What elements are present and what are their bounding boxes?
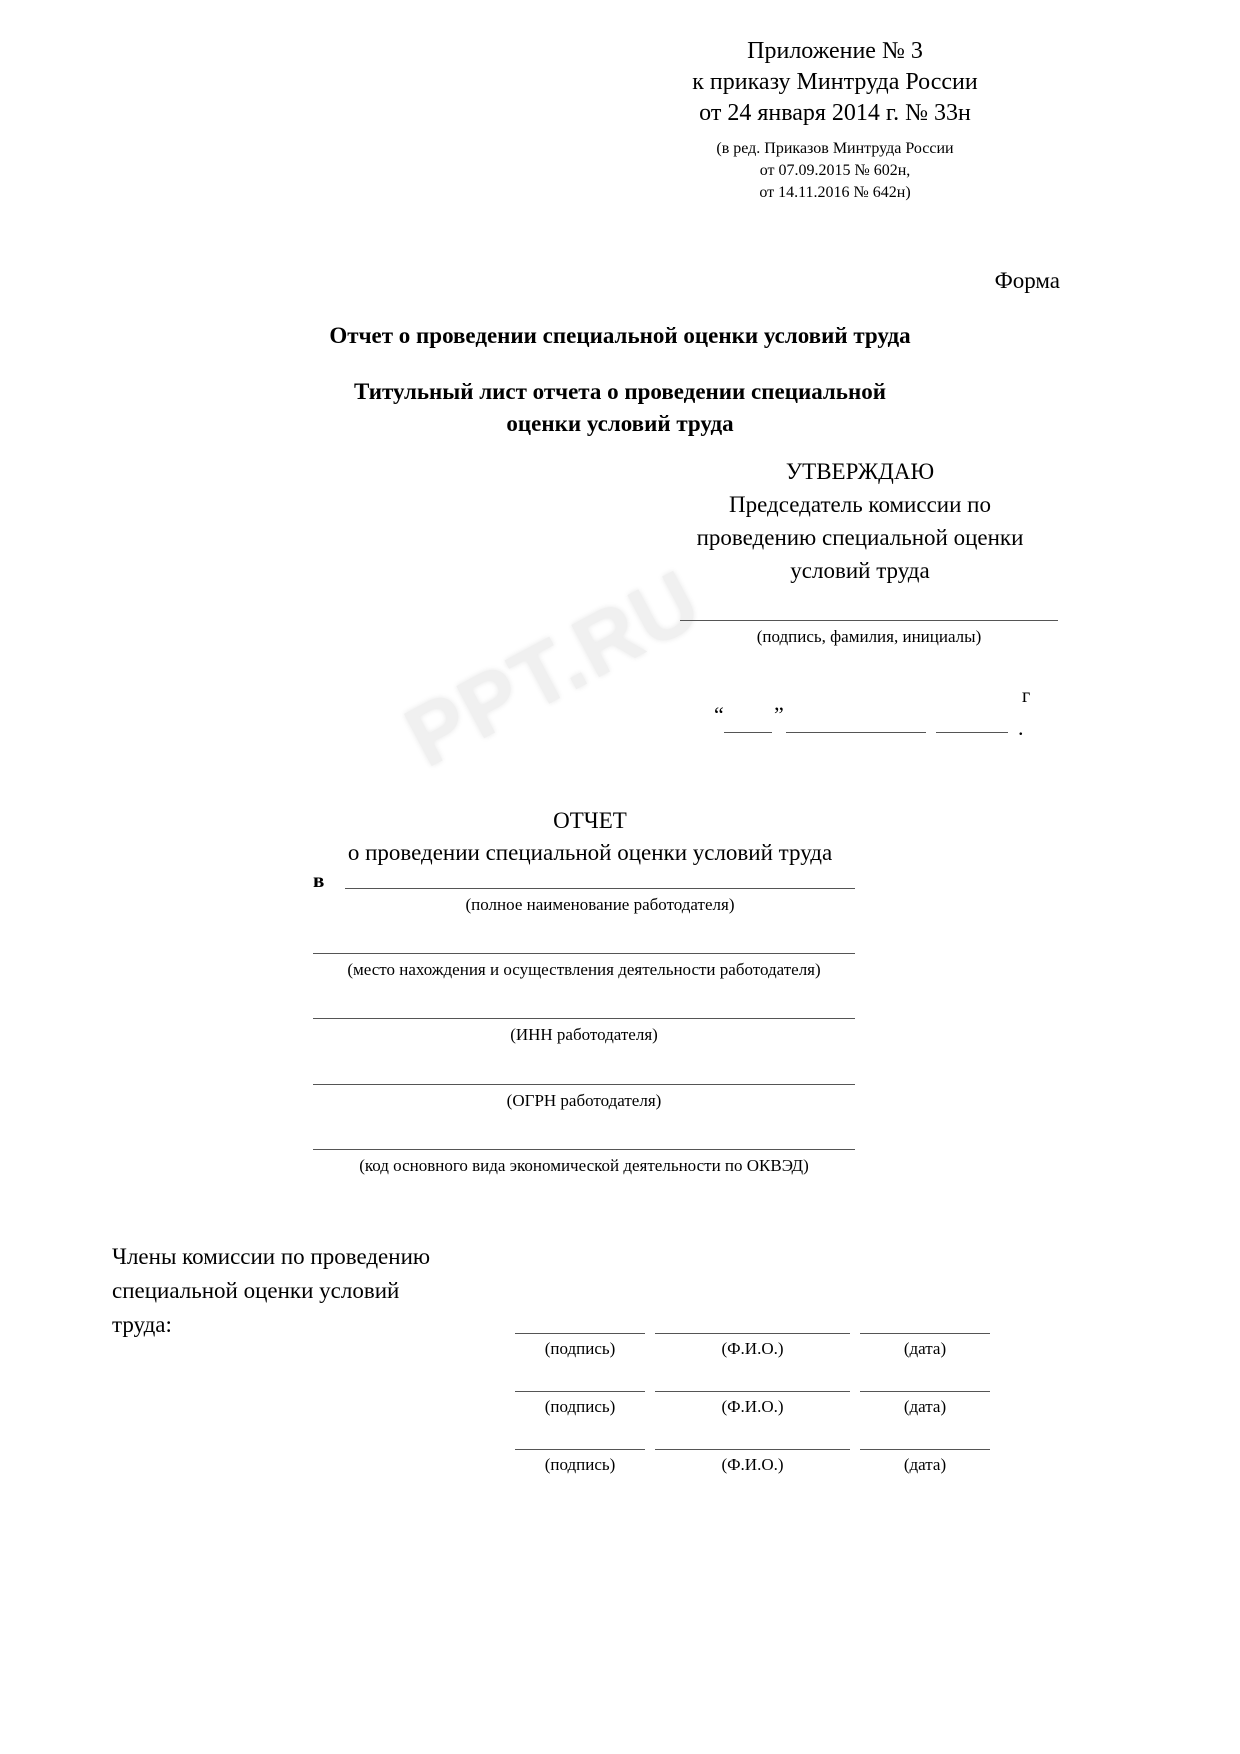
report-heading-block xyxy=(250,805,930,869)
employer-ogrn-input[interactable] xyxy=(313,1084,855,1085)
member-date-input[interactable] xyxy=(860,1333,990,1334)
member-name-input[interactable] xyxy=(655,1449,850,1450)
appendix-number: Приложение № 3 xyxy=(747,38,923,64)
page-subtitle xyxy=(220,376,1020,440)
page-subtitle-line1: Титульный лист отчета о проведении специальной xyxy=(354,379,886,404)
ppt-ru-watermark: PPT.RU xyxy=(390,551,717,786)
member-signature-input[interactable] xyxy=(515,1333,645,1334)
table-row xyxy=(515,1383,975,1443)
employer-inn-caption: (ИНН работодателя) xyxy=(510,1025,658,1044)
date-day-blank[interactable] xyxy=(724,732,772,733)
date-period-mark: . xyxy=(1018,715,1024,740)
approval-signature-caption: (подпись, фамилия, инициалы) xyxy=(756,627,982,646)
page-subtitle-line2: оценки условий труда xyxy=(506,411,734,436)
approval-role-line2: проведению специальной оценки xyxy=(696,525,1024,550)
member-signature-input[interactable] xyxy=(515,1391,645,1392)
amendment-2: от 14.11.2016 № 642н) xyxy=(759,184,911,201)
member-name-caption: (Ф.И.О.) xyxy=(721,1339,784,1358)
member-name-caption: (Ф.И.О.) xyxy=(721,1455,784,1474)
commission-label-line2: специальной оценки условий xyxy=(112,1278,400,1303)
report-subheading: о проведении специальной оценки условий труда xyxy=(347,840,833,865)
member-name-input[interactable] xyxy=(655,1391,850,1392)
amendment-1: от 07.09.2015 № 602н, xyxy=(759,162,911,179)
commission-label-line1: Члены комиссии по проведению xyxy=(112,1244,431,1269)
date-year-blank[interactable] xyxy=(936,732,1008,733)
date-quote-open: “ xyxy=(714,702,724,727)
page-title: Отчет о проведении специальной оценки условий труда xyxy=(329,323,911,348)
approval-signature-line[interactable] xyxy=(680,620,1058,621)
approval-role-line3: условий труда xyxy=(790,558,930,583)
member-date-caption: (дата) xyxy=(903,1455,947,1474)
report-heading: ОТЧЕТ xyxy=(553,808,627,833)
approval-heading: УТВЕРЖДАЮ xyxy=(785,459,935,484)
member-date-input[interactable] xyxy=(860,1391,990,1392)
member-signature-input[interactable] xyxy=(515,1449,645,1450)
amendments-reference xyxy=(600,138,1070,204)
year-abbrev-label: г xyxy=(1022,685,1031,707)
employer-name-caption: (полное наименование работодателя) xyxy=(465,895,735,914)
amendment-intro: (в ред. Приказов Минтруда России xyxy=(716,140,954,157)
in-preposition-label: в xyxy=(313,868,325,892)
employer-inn-input[interactable] xyxy=(313,1018,855,1019)
commission-members-label xyxy=(112,1240,532,1342)
date-quote-close: ” xyxy=(774,702,784,727)
employer-name-input[interactable] xyxy=(345,888,855,889)
member-signature-caption: (подпись) xyxy=(544,1397,616,1416)
table-row xyxy=(515,1441,975,1501)
employer-okved-caption: (код основного вида экономической деятельности по ОКВЭД) xyxy=(359,1156,809,1175)
approval-block xyxy=(660,455,1060,587)
member-name-caption: (Ф.И.О.) xyxy=(721,1397,784,1416)
approval-date-row xyxy=(700,685,1060,750)
employer-ogrn-caption: (ОГРН работодателя) xyxy=(506,1091,662,1110)
appendix-reference xyxy=(600,36,1070,129)
approval-role-line1: Председатель комиссии по xyxy=(729,492,991,517)
employer-location-input[interactable] xyxy=(313,953,855,954)
member-name-input[interactable] xyxy=(655,1333,850,1334)
date-month-blank[interactable] xyxy=(786,732,926,733)
employer-okved-input[interactable] xyxy=(313,1149,855,1150)
member-date-caption: (дата) xyxy=(903,1339,947,1358)
employer-location-caption: (место нахождения и осуществления деятельности работодателя) xyxy=(347,960,821,979)
member-signature-caption: (подпись) xyxy=(544,1339,616,1358)
member-date-caption: (дата) xyxy=(903,1397,947,1416)
member-signature-caption: (подпись) xyxy=(544,1455,616,1474)
forma-label: Форма xyxy=(994,268,1060,293)
member-date-input[interactable] xyxy=(860,1449,990,1450)
commission-label-line3: труда: xyxy=(112,1312,172,1337)
order-date-number: от 24 января 2014 г. № 33н xyxy=(699,100,971,126)
order-authority: к приказу Минтруда России xyxy=(692,69,978,95)
table-row xyxy=(515,1325,975,1385)
